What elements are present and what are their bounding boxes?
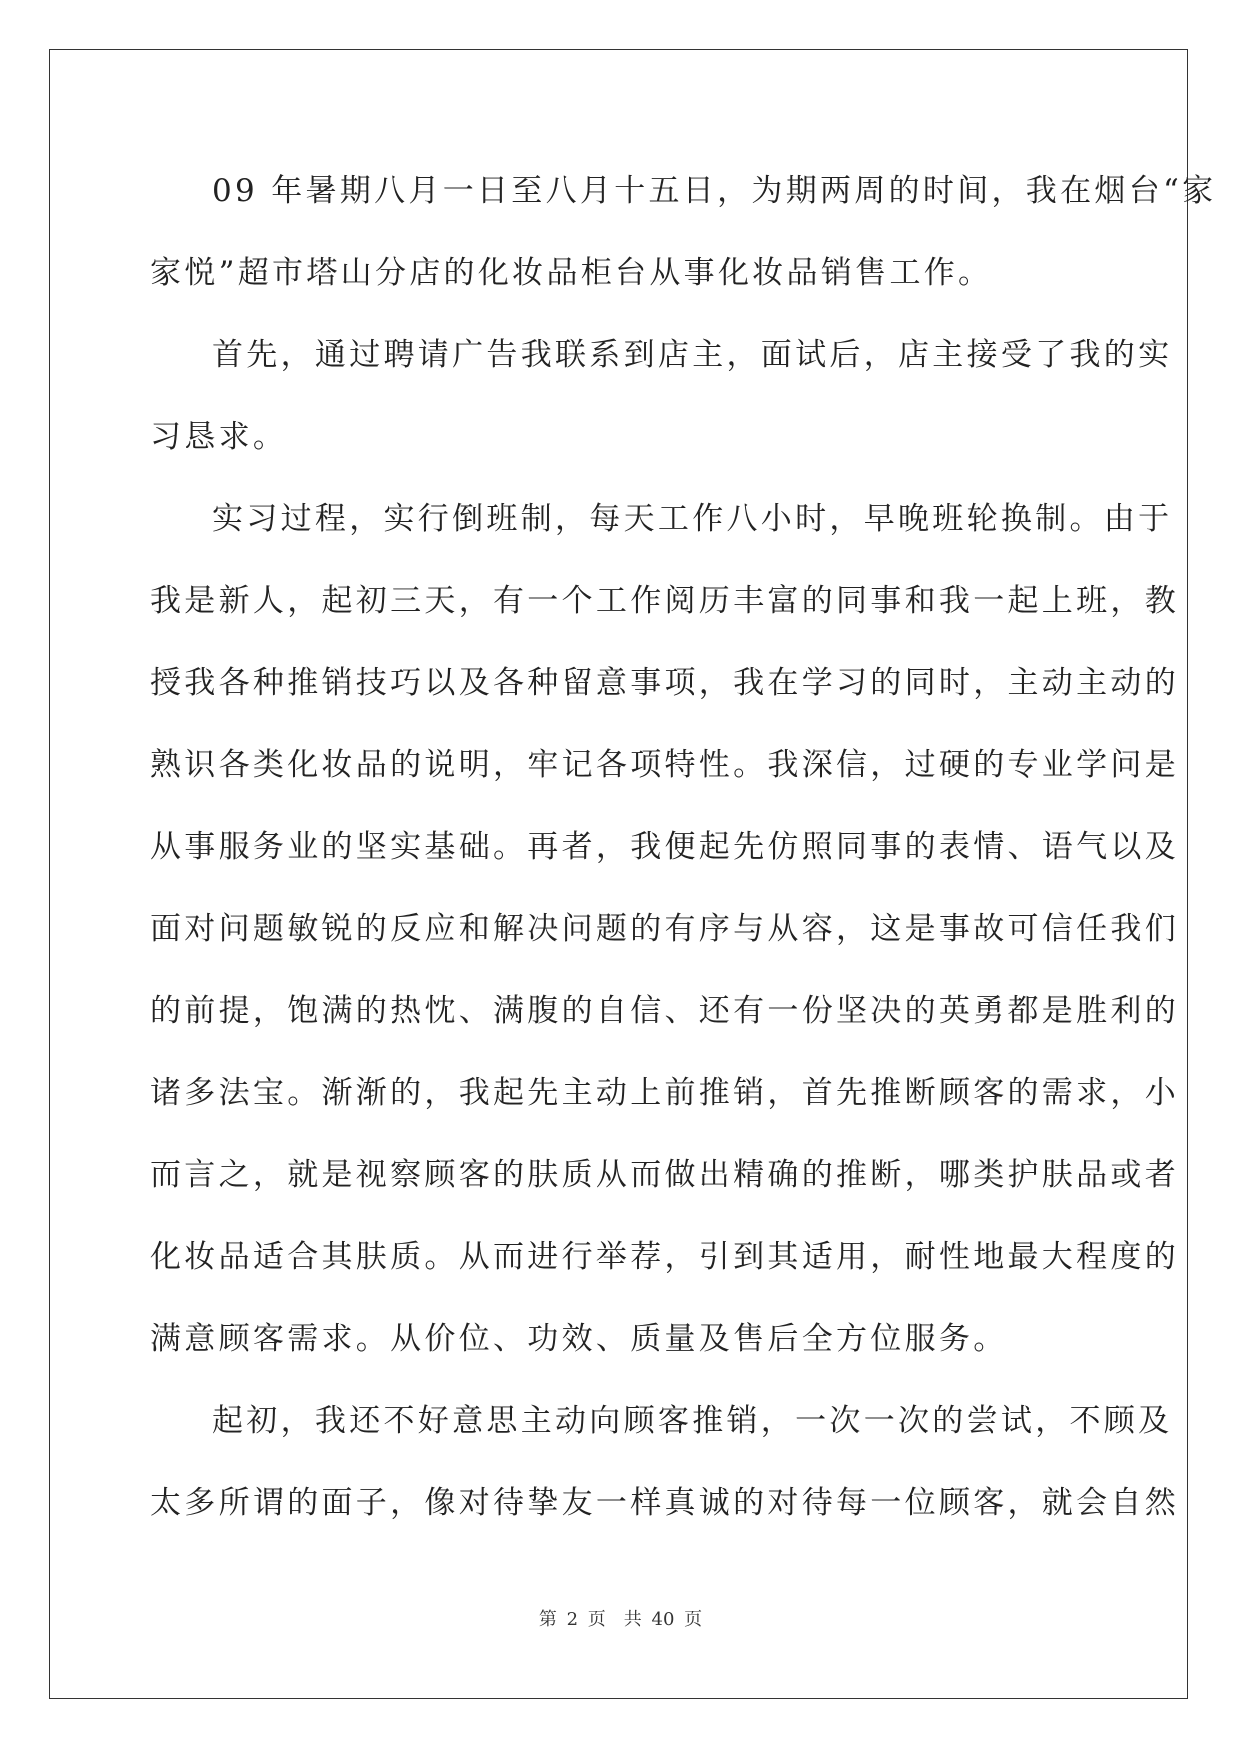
text-line: 习恳求。: [150, 419, 288, 455]
text-line: 授我各种推销技巧以及各种留意事项，我在学习的同时，主动主动的: [150, 665, 1179, 701]
text-line: 家悦”超市塔山分店的化妆品柜台从事化妆品销售工作。: [150, 255, 993, 291]
text-line: 起初，我还不好意思主动向顾客推销，一次一次的尝试，不顾及: [212, 1403, 1173, 1439]
text-line: 化妆品适合其肤质。从而进行举荐，引到其适用，耐性地最大程度的: [150, 1239, 1179, 1275]
text-line: 面对问题敏锐的反应和解决问题的有序与从容，这是事故可信任我们: [150, 911, 1179, 947]
text-line: 太多所谓的面子，像对待挚友一样真诚的对待每一位顾客，就会自然: [150, 1485, 1179, 1521]
text-line: 满意顾客需求。从价位、功效、质量及售后全方位服务。: [150, 1321, 1008, 1357]
text-line: 09 年暑期八月一日至八月十五日，为期两周的时间，我在烟台“家: [212, 173, 1217, 209]
text-line: 熟识各类化妆品的说明，牢记各项特性。我深信，过硬的专业学问是: [150, 747, 1179, 783]
text-line: 诸多法宝。渐渐的，我起先主动上前推销，首先推断顾客的需求，小: [150, 1075, 1179, 1111]
text-line: 的前提，饱满的热忱、满腹的自信、还有一份坚决的英勇都是胜利的: [150, 993, 1179, 1029]
text-line: 从事服务业的坚实基础。再者，我便起先仿照同事的表情、语气以及: [150, 829, 1179, 865]
text-line: 而言之，就是视察顾客的肤质从而做出精确的推断，哪类护肤品或者: [150, 1157, 1179, 1193]
text-line: 我是新人，起初三天，有一个工作阅历丰富的同事和我一起上班，教: [150, 583, 1179, 619]
document-body: [150, 150, 1217, 1544]
page-number-footer: 第 2 页 共 40 页: [538, 1609, 703, 1630]
text-line: 实习过程，实行倒班制，每天工作八小时，早晚班轮换制。由于: [212, 501, 1173, 537]
text-line: 首先，通过聘请广告我联系到店主，面试后，店主接受了我的实: [212, 337, 1173, 373]
